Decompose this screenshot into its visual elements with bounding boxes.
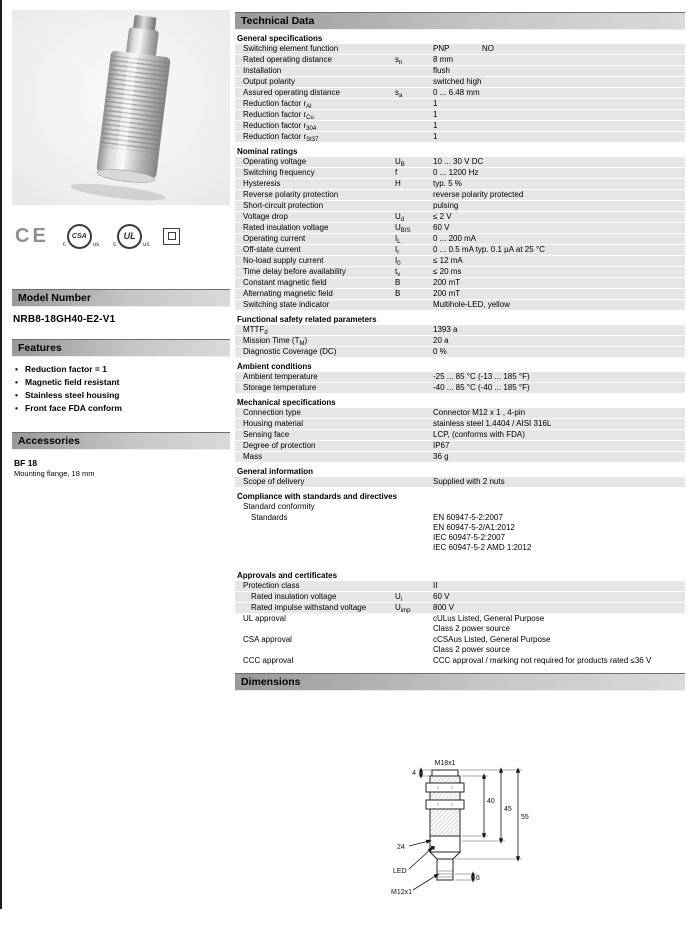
spec-row bbox=[235, 477, 685, 488]
spec-value: 1 bbox=[433, 99, 438, 108]
spec-value: 0 ... 1200 Hz bbox=[433, 168, 479, 177]
spec-row bbox=[235, 55, 685, 66]
spec-row bbox=[235, 132, 685, 143]
spec-value: ≤ 12 mA bbox=[433, 256, 463, 265]
spec-label: UL approval bbox=[243, 614, 286, 623]
spec-row bbox=[235, 223, 685, 234]
spec-value: 0 ... 0.5 mA typ. 0.1 µA at 25 °C bbox=[433, 245, 545, 254]
spec-value: 8 mm bbox=[433, 55, 453, 64]
spec-symbol: $I_L$ bbox=[395, 234, 401, 245]
csa-c-label: c bbox=[62, 241, 66, 248]
spec-row bbox=[235, 110, 685, 121]
spec-row bbox=[235, 419, 685, 430]
spec-row bbox=[235, 603, 685, 614]
spec-row bbox=[235, 190, 685, 201]
spec-row bbox=[235, 201, 685, 212]
spec-symbol: f bbox=[395, 168, 398, 177]
spec-symbol: $U_{BIS}$ bbox=[395, 223, 411, 234]
section-header: General information bbox=[237, 467, 314, 476]
dimensions-header: Dimensions bbox=[235, 673, 685, 691]
spec-symbol: $U_i$ bbox=[395, 592, 403, 603]
spec-value: II bbox=[433, 581, 438, 590]
spec-label: Short-circuit protection bbox=[243, 201, 324, 210]
left-column bbox=[12, 10, 230, 478]
spec-value: 0 ... 200 mA bbox=[433, 234, 477, 243]
spec-symbol: $t_v$ bbox=[395, 267, 401, 278]
spec-value: cULus Listed, General Purpose Class 2 power source bbox=[433, 614, 545, 633]
spec-label: Installation bbox=[243, 66, 282, 75]
spec-row bbox=[235, 592, 685, 603]
spec-row bbox=[235, 66, 685, 77]
spec-value: 0 ... 6.48 mm bbox=[433, 88, 480, 97]
product-photo bbox=[12, 10, 230, 205]
feature-item: • Reduction factor = 1 bbox=[15, 363, 230, 376]
spec-label: $MTTF_d$ bbox=[243, 325, 268, 336]
section-gap bbox=[235, 554, 685, 567]
spec-row bbox=[235, 289, 685, 300]
spec-label: CSA approval bbox=[243, 635, 292, 644]
spec-label: Assured operating distance bbox=[243, 88, 340, 97]
spec-row bbox=[235, 513, 685, 554]
spec-row bbox=[235, 656, 685, 667]
spec-label: Mission Time $(T_M)$ bbox=[243, 336, 308, 347]
right-column bbox=[235, 12, 685, 921]
spec-label: Protection class bbox=[243, 581, 300, 590]
spec-label: Reverse polarity protection bbox=[243, 190, 339, 199]
csa-label: CSA bbox=[71, 232, 87, 240]
dim-label-m18: M18x1 bbox=[434, 760, 456, 767]
dim-label-24: 24 bbox=[397, 844, 405, 851]
technical-data-rows bbox=[235, 30, 685, 667]
spec-value: pulsing bbox=[433, 201, 459, 210]
spec-label: Switching state indicator bbox=[243, 300, 330, 309]
ul-c-label: c bbox=[113, 241, 117, 248]
section-header: Nominal ratings bbox=[237, 147, 298, 156]
spec-label: Operating current bbox=[243, 234, 306, 243]
spec-label: Sensing face bbox=[243, 430, 290, 439]
spec-symbol: $I_0$ bbox=[395, 256, 401, 267]
spec-row bbox=[235, 267, 685, 278]
dim-label-6: 6 bbox=[476, 875, 480, 882]
spec-value: 60 V bbox=[433, 592, 450, 601]
spec-value: ≤ 20 ms bbox=[433, 267, 462, 276]
spec-value: LCP, (conforms with FDA) bbox=[433, 430, 525, 439]
accessory-name: BF 18 bbox=[14, 458, 38, 468]
section-header: General specifications bbox=[237, 34, 323, 43]
accessory-description: Mounting flange, 18 mm bbox=[14, 469, 95, 478]
ul-us-label: us bbox=[143, 241, 150, 248]
spec-symbol: $s_a$ bbox=[395, 88, 403, 99]
spec-label: Rated insulation voltage bbox=[251, 592, 337, 601]
spec-label: Standards bbox=[251, 513, 288, 522]
feature-item: • Stainless steel housing bbox=[15, 389, 230, 402]
nut bbox=[426, 783, 464, 792]
spec-label: Off-state current bbox=[243, 245, 301, 254]
model-number: NRB8-18GH40-E2-V1 bbox=[13, 314, 116, 325]
spec-row bbox=[235, 430, 685, 441]
spec-label: Switching frequency bbox=[243, 168, 315, 177]
spec-value: 60 V bbox=[433, 223, 450, 232]
features-list bbox=[15, 363, 230, 415]
spec-row bbox=[235, 614, 685, 635]
spec-row bbox=[235, 325, 685, 336]
spec-row bbox=[235, 502, 685, 513]
spec-label: Constant magnetic field bbox=[243, 278, 327, 287]
spec-value: PNP bbox=[433, 44, 450, 53]
technical-data-header: Technical Data bbox=[235, 12, 685, 30]
section-header: Approvals and certificates bbox=[237, 571, 338, 580]
spec-row bbox=[235, 347, 685, 358]
spec-symbol: $U_B$ bbox=[395, 157, 405, 168]
spec-value: 800 V bbox=[433, 603, 454, 612]
spec-value: 1 bbox=[433, 121, 438, 130]
spec-row bbox=[235, 88, 685, 99]
spec-row bbox=[235, 157, 685, 168]
spec-symbol: B bbox=[395, 289, 401, 298]
spec-value: cCSAus Listed, General Purpose Class 2 power source bbox=[433, 635, 551, 654]
section-header: Functional safety related parameters bbox=[237, 315, 377, 324]
spec-row bbox=[235, 245, 685, 256]
spec-value: CCC approval / marking not required for products rated ≤36 V bbox=[433, 656, 652, 665]
dim-label-m12: M12x1 bbox=[391, 889, 413, 896]
spec-row bbox=[235, 635, 685, 656]
section-header: Mechanical specifications bbox=[237, 398, 336, 407]
csa-us-label: us bbox=[92, 241, 100, 248]
spec-value: flush bbox=[433, 66, 450, 75]
spec-value: 1393 a bbox=[433, 325, 458, 334]
dim-label-40: 40 bbox=[487, 798, 495, 805]
spec-row bbox=[235, 99, 685, 110]
spec-label: Scope of delivery bbox=[243, 477, 305, 486]
spec-label: Diagnostic Coverage (DC) bbox=[243, 347, 337, 356]
spec-row bbox=[235, 300, 685, 311]
spec-row bbox=[235, 179, 685, 190]
spec-value: 1 bbox=[433, 110, 438, 119]
spec-value: -40 ... 85 °C (-40 ... 185 °F) bbox=[433, 383, 530, 392]
spec-value: ≤ 2 V bbox=[433, 212, 452, 221]
model-number-header: Model Number bbox=[12, 289, 230, 307]
spec-label: Rated operating distance bbox=[243, 55, 332, 64]
spec-label: Storage temperature bbox=[243, 383, 317, 392]
section-header: Compliance with standards and directives bbox=[237, 492, 398, 501]
spec-label: Alternating magnetic field bbox=[243, 289, 333, 298]
spec-label: Degree of protection bbox=[243, 441, 316, 450]
spec-row bbox=[235, 278, 685, 289]
spec-row bbox=[235, 234, 685, 245]
ul-mark-icon bbox=[113, 224, 149, 249]
spec-label: CCC approval bbox=[243, 656, 294, 665]
spec-row bbox=[235, 581, 685, 592]
spec-row bbox=[235, 44, 685, 55]
ce-mark-icon: CE bbox=[15, 224, 49, 247]
spec-row bbox=[235, 383, 685, 394]
spec-label: Reduction factor $r_{Al}$ bbox=[243, 99, 312, 110]
section-header: Ambient conditions bbox=[237, 362, 312, 371]
spec-symbol: $s_n$ bbox=[395, 55, 403, 66]
spec-value: 200 mT bbox=[433, 278, 461, 287]
certification-marks bbox=[12, 217, 230, 255]
spec-label: Reduction factor $r_{Cu}$ bbox=[243, 110, 314, 121]
spec-value: 20 a bbox=[433, 336, 449, 345]
spec-value: 200 mT bbox=[433, 289, 461, 298]
csa-mark-icon bbox=[63, 224, 99, 249]
spec-symbol: $I_r$ bbox=[395, 245, 400, 256]
spec-value: 1 bbox=[433, 132, 438, 141]
spec-label: Output polarity bbox=[243, 77, 296, 86]
spec-value: Multihole-LED, yellow bbox=[433, 300, 510, 309]
spec-row bbox=[235, 256, 685, 267]
spec-value: IP67 bbox=[433, 441, 450, 450]
spec-symbol: $U_{imp}$ bbox=[395, 603, 411, 614]
spec-row bbox=[235, 168, 685, 179]
features-header: Features bbox=[12, 339, 230, 357]
spec-value: Connector M12 x 1 , 4-pin bbox=[433, 408, 526, 417]
spec-value: -25 ... 85 °C (-13 ... 185 °F) bbox=[433, 372, 530, 381]
spec-symbol: H bbox=[395, 179, 401, 188]
spec-value: typ. 5 % bbox=[433, 179, 462, 188]
spec-label: Connection type bbox=[243, 408, 301, 417]
dim-label-led: LED bbox=[393, 868, 407, 875]
dimension-drawing bbox=[385, 753, 565, 921]
spec-value: Supplied with 2 nuts bbox=[433, 477, 505, 486]
spec-symbol: B bbox=[395, 278, 401, 287]
spec-label: Rated impulse withstand voltage bbox=[251, 603, 367, 612]
spec-value: EN 60947-5-2:2007 EN 60947-5-2/A1:2012 IEC 60947-5-2:2007 IEC 60947-5-2 AMD 1:2012 bbox=[433, 513, 532, 552]
spec-value: reverse polarity protected bbox=[433, 190, 524, 199]
spec-label: Time delay before availability bbox=[243, 267, 346, 276]
spec-row bbox=[235, 452, 685, 463]
spec-value: stainless steel 1.4404 / AISI 316L bbox=[433, 419, 552, 428]
led-indicator bbox=[431, 846, 435, 850]
spec-label: Rated insulation voltage bbox=[243, 223, 329, 232]
dim-label-4: 4 bbox=[412, 770, 416, 777]
spec-row bbox=[235, 77, 685, 88]
spec-row bbox=[235, 336, 685, 347]
spec-row bbox=[235, 212, 685, 223]
protection-class-2-icon bbox=[163, 228, 180, 245]
spec-label: Standard conformity bbox=[243, 502, 315, 511]
spec-symbol: $U_d$ bbox=[395, 212, 405, 223]
spec-label: Reduction factor $r_{304}$ bbox=[243, 121, 317, 132]
spec-row bbox=[235, 408, 685, 419]
spec-row bbox=[235, 372, 685, 383]
spec-label: Housing material bbox=[243, 419, 304, 428]
spec-value: switched high bbox=[433, 77, 482, 86]
dim-label-45: 45 bbox=[504, 806, 512, 813]
feature-item: • Front face FDA conform bbox=[15, 402, 230, 415]
feature-item: • Magnetic field resistant bbox=[15, 376, 230, 389]
ul-label: UL bbox=[123, 231, 136, 241]
spec-label: Switching element function bbox=[243, 44, 339, 53]
spec-value-2: NO bbox=[482, 44, 494, 53]
spec-label: Voltage drop bbox=[243, 212, 288, 221]
spec-label: Ambient temperature bbox=[243, 372, 318, 381]
spec-row bbox=[235, 121, 685, 132]
nut bbox=[426, 800, 464, 809]
spec-value: 10 ... 30 V DC bbox=[433, 157, 484, 166]
spec-row bbox=[235, 441, 685, 452]
spec-value: 0 % bbox=[433, 347, 447, 356]
accessories-header: Accessories bbox=[12, 432, 230, 450]
spec-label: Mass bbox=[243, 452, 263, 461]
spec-label: Reduction factor $r_{St37}$ bbox=[243, 132, 319, 143]
spec-label: No-load supply current bbox=[243, 256, 324, 265]
spec-label: Hysteresis bbox=[243, 179, 281, 188]
dim-label-55: 55 bbox=[521, 814, 529, 821]
spec-value: 36 g bbox=[433, 452, 449, 461]
spec-label: Operating voltage bbox=[243, 157, 307, 166]
